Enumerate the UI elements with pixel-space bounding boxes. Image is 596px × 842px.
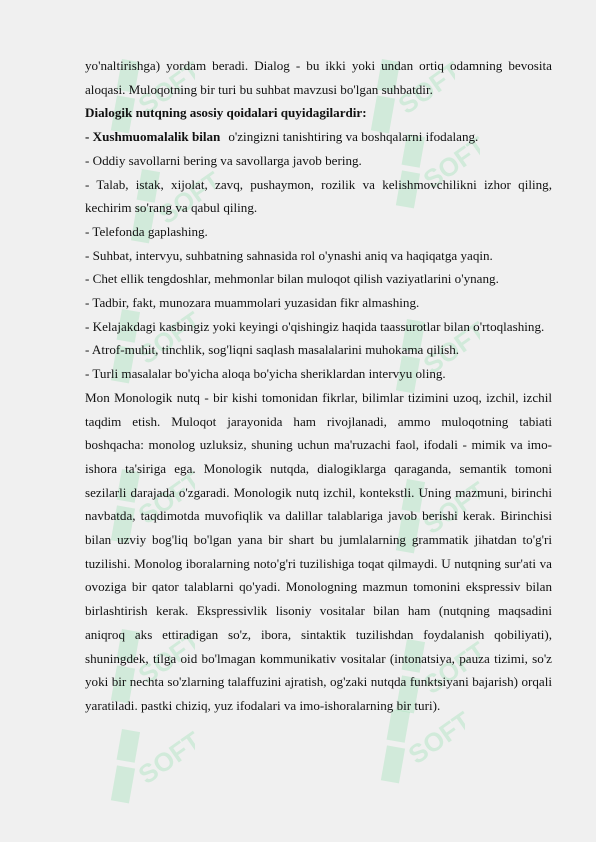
watermark-logo	[75, 710, 195, 820]
svg-text:SOFT: SOFT	[132, 305, 195, 370]
list-item: - Chet ellik tengdoshlar, mehmonlar bilan muloqot qilish vaziyatlarini o'ynang.	[85, 271, 499, 287]
svg-text:SOFT: SOFT	[417, 130, 480, 195]
svg-text:SOFT: SOFT	[132, 625, 195, 690]
list-item	[85, 125, 552, 149]
svg-text:SOFT: SOFT	[132, 465, 195, 530]
svg-text:SOFT: SOFT	[417, 475, 480, 540]
list-item: - Tadbir, fakt, munozara muammolari yuzasidan fikr almashing.	[85, 295, 420, 311]
svg-text:SOFT: SOFT	[132, 55, 195, 120]
list-item: - Talab, istak, xijolat, zavq, pushaymon, rozilik va kelishmovchilikni izhor qiling, kechirim so'rang va qabul qiling.	[85, 176, 552, 216]
list-item: - Turli masalalar bo'yicha aloqa bo'yicha sheriklardan intervyu oling.	[85, 366, 446, 382]
svg-text:SOFT: SOFT	[417, 315, 480, 380]
svg-text:SOFT: SOFT	[152, 165, 215, 230]
list-item: - Atrof-muhit, tinchlik, sog'liqni saqlash masalalarini muhokama qilish.	[85, 342, 460, 358]
section-heading: Dialogik nutqning asosiy qoidalari quyidagilardir:	[85, 105, 367, 121]
list-item: - Suhbat, intervyu, suhbatning sahnasida rol o'ynashi aniq va haqiqatga yaqin.	[85, 247, 493, 263]
paragraph-monolog: Mon Monologik nutq - bir kishi tomonidan fikrlar, bilimlar tizimini uzoq, izchil, izchil taqdim etish. Muloqot jarayonida ham rivojlanadi, ammo muloqotning tabiati boshqacha: monolog uzluksiz, shuning uchun ma'ruzachi faol, ifodali - mimik va imo-ishora ta'siriga ega. Monologik nutqda, dialogiklarga qaraganda, semantik tomoni sezilarli darajada o'zgaradi. Monologik nutq izchil, kontekstli. Uning mazmuni, birinchi navbatda, taqdimotda muvofiqlik va dalillar talablariga javob berishi kerak. Birinchisi bilan uzviy bog'liq bo'lgan yana bir shart bu jumlalarning grammatik jihatdan to'g'ri tuzilishi. Monolog iboralarning noto'g'ri tuzilishiga toqat qilmaydi. U nutqning sur'ati va ovoziga bir qator talablarni qo'yadi. Monologning mazmun tomonini ekspressiv bilan birlashtirish kerak. Ekspressivlik lisoniy vositalar bilan ham (nutqning maqsadini aniqroq aks ettiradigan so'z, ibora, sintaktik tuzilishdan foydalanish qobiliyati), shuningdek, tilga oid bo'lmagan kommunikativ vositalar (intonatsiya, pauza tizimi, so'z yoki bir nechta so'zlarning talaffuzini ajratish, og'zaki nutqda funktsiyani bajarish) orqali yaratiladi. pastki chiziq, yuz ifodalari va imo-ishoralarning bir turi).	[85, 389, 552, 713]
svg-text:SOFT: SOFT	[132, 725, 195, 790]
svg-text:SOFT: SOFT	[392, 55, 455, 120]
svg-text:SOFT: SOFT	[417, 635, 480, 700]
list-item: - Oddiy savollarni bering va savollarga javob bering.	[85, 152, 362, 168]
list-item-lead: - Xushmuomalalik bilan	[85, 129, 221, 145]
paragraph-intro: yo'naltirishga) yordam beradi. Dialog - bu ikki yoki undan ortiq odamning bevosita aloqasi. Muloqotning bir turi bu suhbat mavzusi bo'lgan suhbatdir.	[85, 58, 552, 97]
list-item: - Kelajakdagi kasbingiz yoki keyingi o'qishingiz haqida taassurotlar bilan o'rtoqlashing.	[85, 318, 545, 334]
list-item-text: o'zingizni tanishtiring va boshqalarni ifodalang.	[228, 129, 479, 145]
document-page	[85, 54, 552, 718]
svg-text:SOFT: SOFT	[402, 705, 465, 770]
list-item: - Telefonda gaplashing.	[85, 223, 208, 239]
